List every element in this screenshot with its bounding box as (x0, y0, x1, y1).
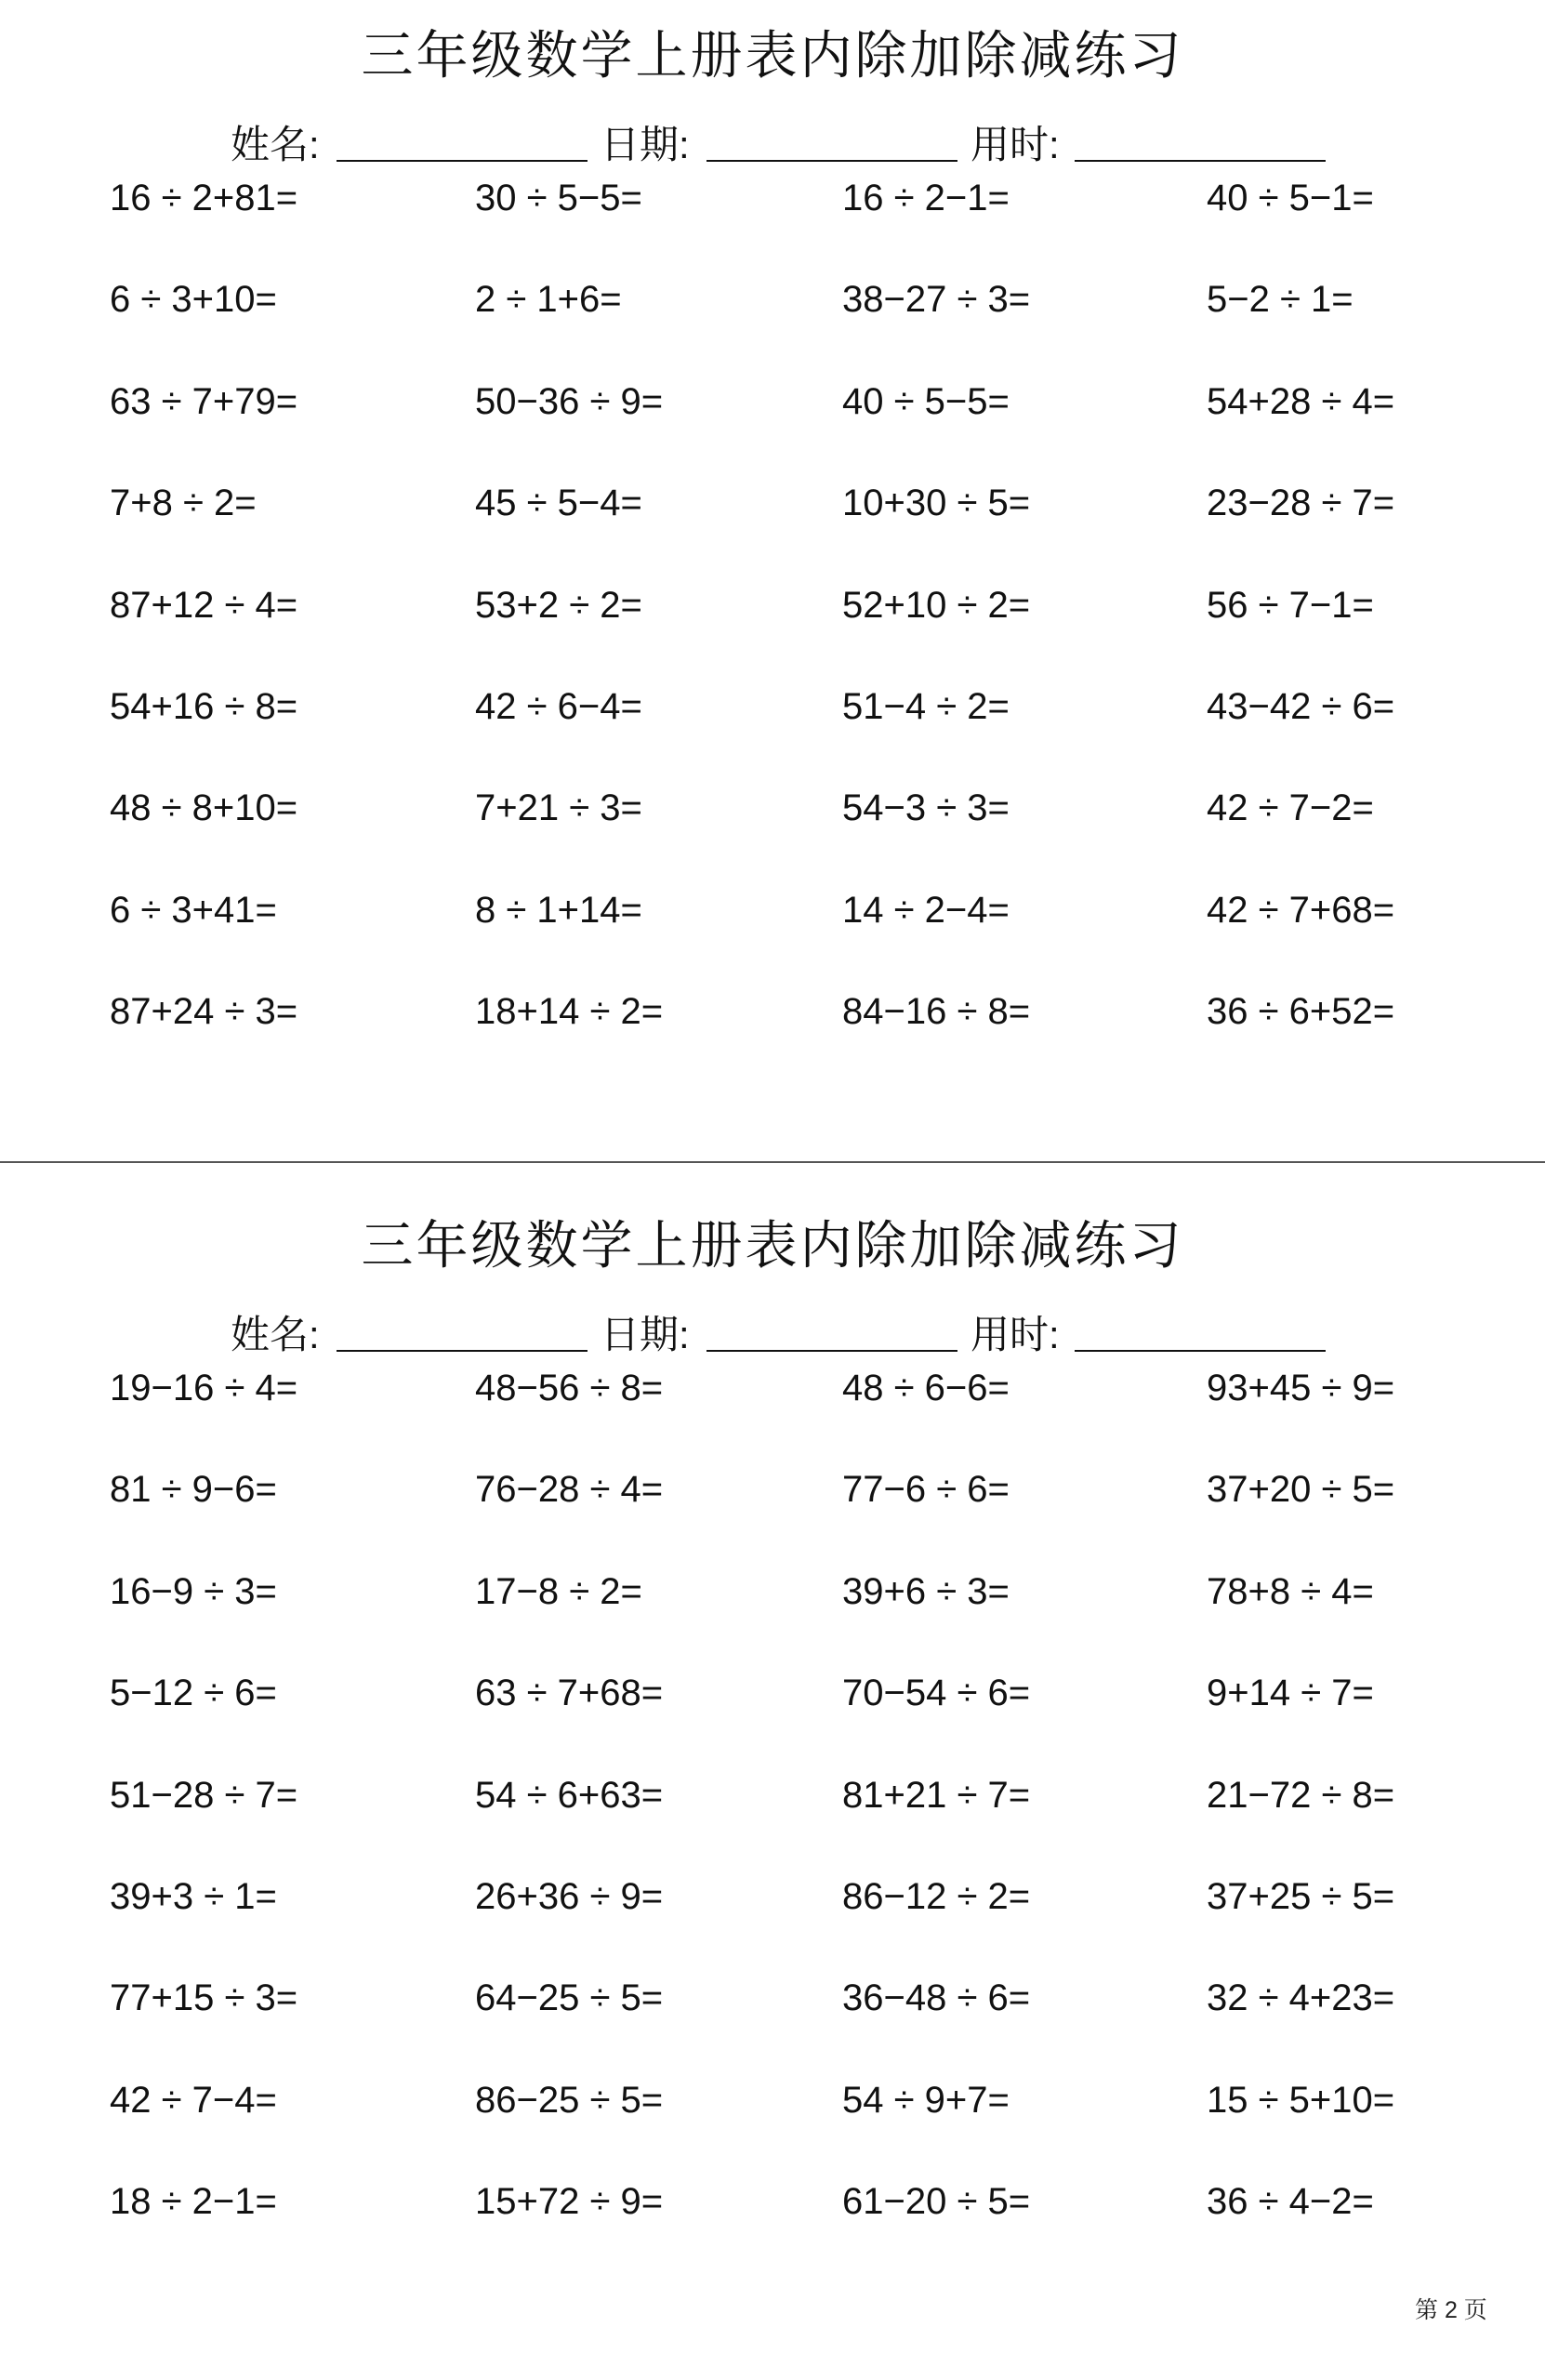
problem: 45 ÷ 5−4= (475, 483, 642, 523)
problem: 9+14 ÷ 7= (1207, 1673, 1374, 1713)
problem: 19−16 ÷ 4= (110, 1368, 298, 1408)
problem: 86−12 ÷ 2= (842, 1876, 1031, 1917)
problem: 56 ÷ 7−1= (1207, 585, 1374, 626)
problem: 54+16 ÷ 8= (110, 686, 298, 727)
worksheet-2 (0, 1190, 1545, 2352)
problem: 21−72 ÷ 8= (1207, 1775, 1395, 1816)
name-label: 姓名: (231, 123, 320, 166)
problem: 5−12 ÷ 6= (110, 1673, 277, 1713)
problem: 36 ÷ 6+52= (1207, 991, 1395, 1032)
name-blank[interactable] (337, 1350, 588, 1352)
problem: 18 ÷ 2−1= (110, 2181, 277, 2222)
problem: 48−56 ÷ 8= (475, 1368, 664, 1408)
problem: 38−27 ÷ 3= (842, 279, 1031, 320)
name-blank[interactable] (337, 160, 588, 162)
problem: 86−25 ÷ 5= (475, 2080, 664, 2121)
problem: 81+21 ÷ 7= (842, 1775, 1031, 1816)
problem: 36 ÷ 4−2= (1207, 2181, 1374, 2222)
problem: 51−28 ÷ 7= (110, 1775, 298, 1816)
problem: 63 ÷ 7+79= (110, 381, 298, 422)
problem: 87+12 ÷ 4= (110, 585, 298, 626)
section-divider (0, 1161, 1545, 1163)
time-blank[interactable] (1075, 160, 1326, 162)
problem: 53+2 ÷ 2= (475, 585, 642, 626)
problem: 42 ÷ 7−4= (110, 2080, 277, 2121)
name-label: 姓名: (231, 1313, 320, 1356)
problem: 54+28 ÷ 4= (1207, 381, 1395, 422)
problem: 37+25 ÷ 5= (1207, 1876, 1395, 1917)
problem: 54 ÷ 6+63= (475, 1775, 664, 1816)
problem: 87+24 ÷ 3= (110, 991, 298, 1032)
problem: 93+45 ÷ 9= (1207, 1368, 1395, 1408)
problem: 6 ÷ 3+41= (110, 890, 277, 931)
problem: 43−42 ÷ 6= (1207, 686, 1395, 727)
problem: 77+15 ÷ 3= (110, 1977, 298, 2018)
time-label: 用时: (971, 123, 1060, 166)
date-label: 日期: (601, 1313, 690, 1356)
problem: 81 ÷ 9−6= (110, 1469, 277, 1510)
problem: 16−9 ÷ 3= (110, 1571, 277, 1612)
problem: 8 ÷ 1+14= (475, 890, 642, 931)
problem: 52+10 ÷ 2= (842, 585, 1031, 626)
time-blank[interactable] (1075, 1350, 1326, 1352)
problem: 7+21 ÷ 3= (475, 787, 642, 828)
problem: 5−2 ÷ 1= (1207, 279, 1354, 320)
problem: 76−28 ÷ 4= (475, 1469, 664, 1510)
date-blank[interactable] (706, 1350, 957, 1352)
problem: 36−48 ÷ 6= (842, 1977, 1031, 2018)
problem: 30 ÷ 5−5= (475, 178, 642, 218)
problem: 42 ÷ 6−4= (475, 686, 642, 727)
problem: 2 ÷ 1+6= (475, 279, 622, 320)
worksheet-1 (0, 0, 1545, 1162)
problem: 54 ÷ 9+7= (842, 2080, 1010, 2121)
problem: 84−16 ÷ 8= (842, 991, 1031, 1032)
problem: 37+20 ÷ 5= (1207, 1469, 1395, 1510)
problem: 50−36 ÷ 9= (475, 381, 664, 422)
problem: 39+6 ÷ 3= (842, 1571, 1010, 1612)
problem: 51−4 ÷ 2= (842, 686, 1010, 727)
date-label: 日期: (601, 123, 690, 166)
problem: 10+30 ÷ 5= (842, 483, 1031, 523)
worksheet-title: 三年级数学上册表内除加除减练习 (361, 1216, 1184, 1275)
problem: 39+3 ÷ 1= (110, 1876, 277, 1917)
worksheet-title: 三年级数学上册表内除加除减练习 (361, 26, 1184, 85)
problem: 78+8 ÷ 4= (1207, 1571, 1374, 1612)
problem: 16 ÷ 2−1= (842, 178, 1010, 218)
page-number: 第 2 页 (1415, 2297, 1487, 2323)
problem: 42 ÷ 7+68= (1207, 890, 1395, 931)
problem: 54−3 ÷ 3= (842, 787, 1010, 828)
problem: 70−54 ÷ 6= (842, 1673, 1031, 1713)
problem: 15+72 ÷ 9= (475, 2181, 664, 2222)
problem: 64−25 ÷ 5= (475, 1977, 664, 2018)
problem: 15 ÷ 5+10= (1207, 2080, 1395, 2121)
problem: 61−20 ÷ 5= (842, 2181, 1031, 2222)
problem: 48 ÷ 8+10= (110, 787, 298, 828)
problem: 6 ÷ 3+10= (110, 279, 277, 320)
problem: 23−28 ÷ 7= (1207, 483, 1395, 523)
problem: 48 ÷ 6−6= (842, 1368, 1010, 1408)
time-label: 用时: (971, 1313, 1060, 1356)
date-blank[interactable] (706, 160, 957, 162)
problem: 32 ÷ 4+23= (1207, 1977, 1395, 2018)
problem: 40 ÷ 5−5= (842, 381, 1010, 422)
problem: 17−8 ÷ 2= (475, 1571, 642, 1612)
problem: 16 ÷ 2+81= (110, 178, 298, 218)
problem: 42 ÷ 7−2= (1207, 787, 1374, 828)
problem: 77−6 ÷ 6= (842, 1469, 1010, 1510)
problem: 63 ÷ 7+68= (475, 1673, 664, 1713)
problem: 18+14 ÷ 2= (475, 991, 664, 1032)
problem: 7+8 ÷ 2= (110, 483, 257, 523)
problem: 14 ÷ 2−4= (842, 890, 1010, 931)
problem: 26+36 ÷ 9= (475, 1876, 664, 1917)
problem: 40 ÷ 5−1= (1207, 178, 1374, 218)
